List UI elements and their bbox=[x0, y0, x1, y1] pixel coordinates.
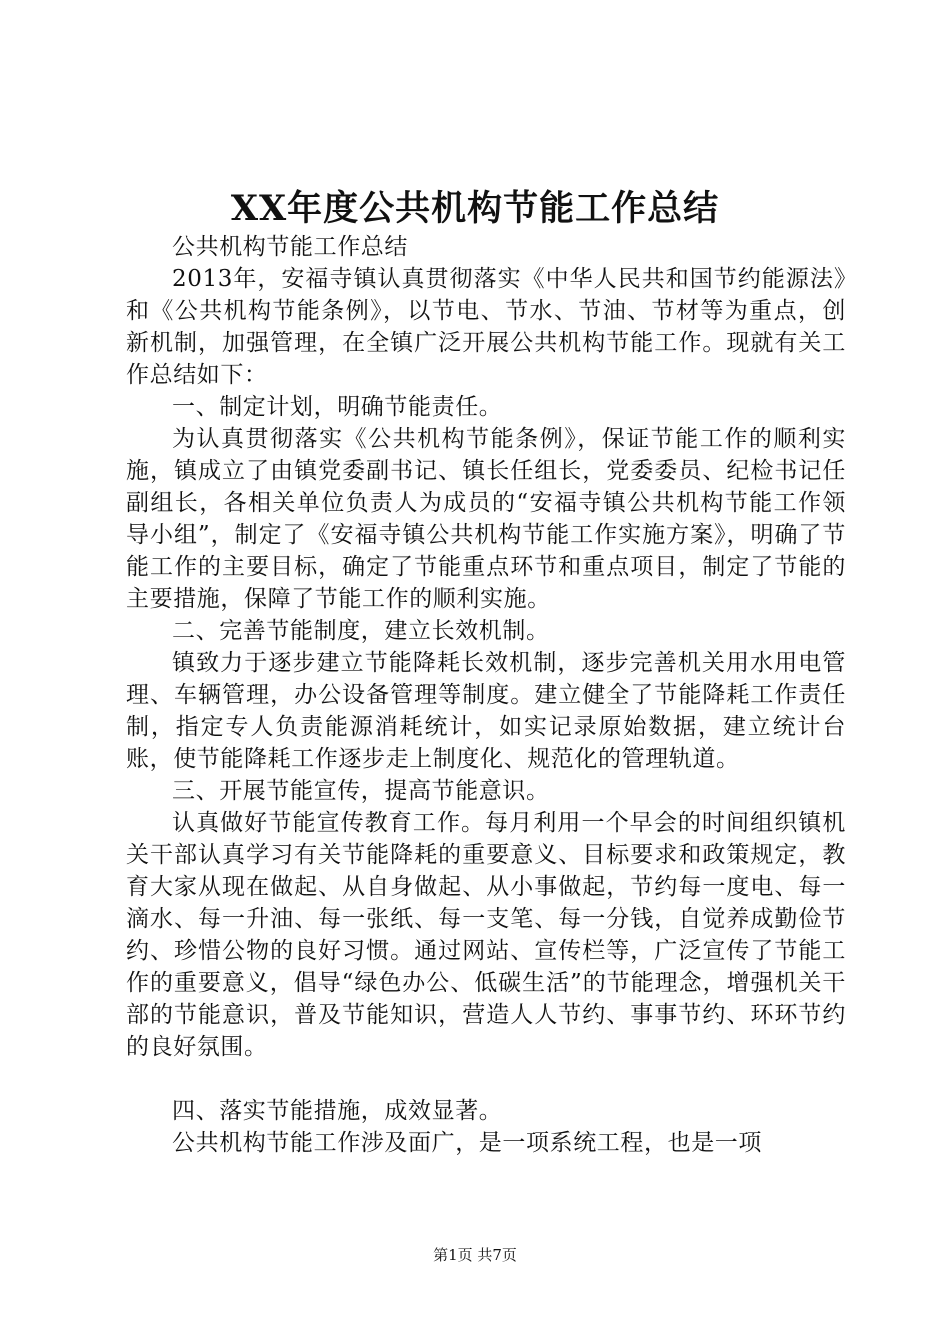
paragraph-section-3: 认真做好节能宣传教育工作。每月利用一个早会的时间组织镇机关干部认真学习有关节能降耗的重要意义、目标要求和政策规定，教育大家从现在做起、从自身做起、从小事做起，节约每一度电、每一滴水、每一升油、每一张纸、每一支笔、每一分钱，自觉养成勤俭节约、珍惜公物的良好习惯。通过网站、宣传栏等，广泛宣传了节能工作的重要意义，倡导“绿色办公、低碳生活”的节能理念，增强机关干部的节能意识，普及节能知识，营造人人节约、事事节约、环环节约的良好氛围。 bbox=[126, 810, 846, 1060]
page-number-footer: 第1页 共7页 bbox=[433, 1246, 517, 1264]
section-heading-4: 四、落实节能措施，成效显著。 bbox=[172, 1098, 503, 1124]
section-heading-1: 一、制定计划，明确节能责任。 bbox=[172, 394, 503, 420]
section-heading-2: 二、完善节能制度，建立长效机制。 bbox=[172, 618, 550, 644]
document-body bbox=[126, 231, 846, 1159]
section-heading-3: 三、开展节能宣传，提高节能意识。 bbox=[172, 778, 550, 804]
document-title: XX年度公共机构节能工作总结 bbox=[230, 188, 720, 229]
paragraph-section-1: 为认真贯彻落实《公共机构节能条例》，保证节能工作的顺利实施，镇成立了由镇党委副书记、镇长任组长，党委委员、纪检书记任副组长，各相关单位负责人为成员的“安福寺镇公共机构节能工作领导小组”，制定了《安福寺镇公共机构节能工作实施方案》，明确了节能工作的主要目标，确定了节能重点环节和重点项目，制定了节能的主要措施，保障了节能工作的顺利实施。 bbox=[126, 426, 846, 612]
paragraph-intro: 2013年，安福寺镇认真贯彻落实《中华人民共和国节约能源法》和《公共机构节能条例》，以节电、节水、节油、节材等为重点，创新机制，加强管理，在全镇广泛开展公共机构节能工作。现就有关工作总结如下： bbox=[126, 266, 846, 388]
paragraph-subtitle: 公共机构节能工作总结 bbox=[172, 234, 408, 260]
paragraph-section-4: 公共机构节能工作涉及面广，是一项系统工程，也是一项 bbox=[172, 1130, 762, 1156]
paragraph-section-2: 镇致力于逐步建立节能降耗长效机制，逐步完善机关用水用电管理、车辆管理，办公设备管理等制度。建立健全了节能降耗工作责任制，指定专人负责能源消耗统计，如实记录原始数据，建立统计台账，使节能降耗工作逐步走上制度化、规范化的管理轨道。 bbox=[126, 650, 846, 772]
